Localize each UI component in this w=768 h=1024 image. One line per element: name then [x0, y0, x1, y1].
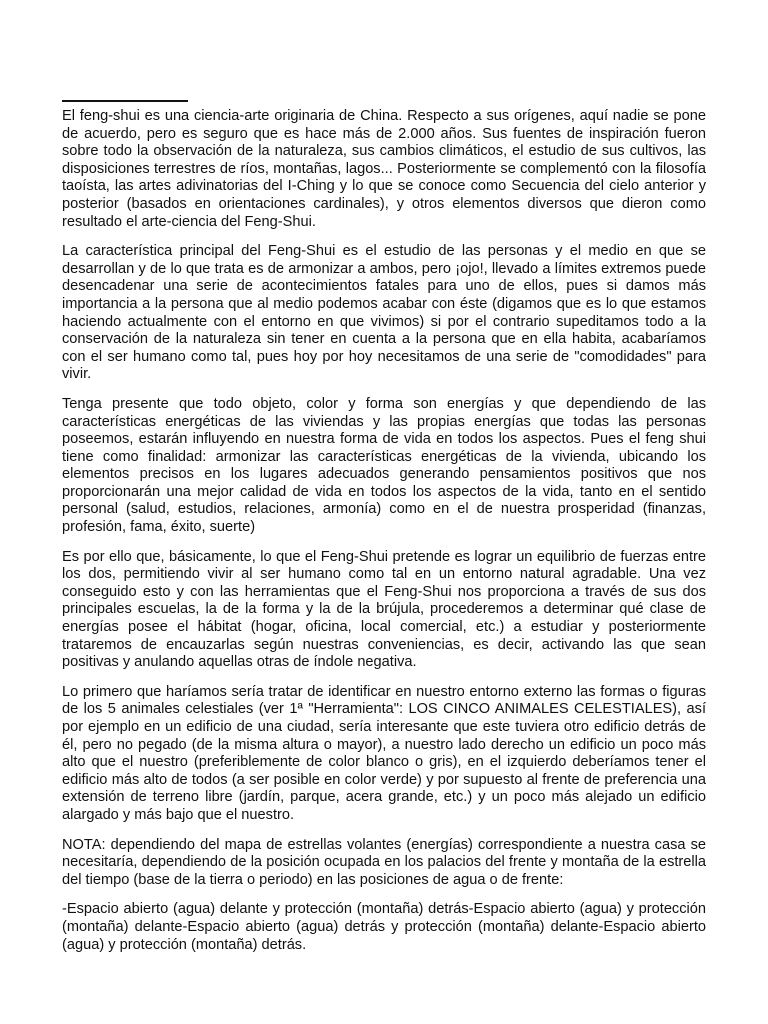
- paragraph-energies: Tenga presente que todo objeto, color y forma son energías y que dependiendo de las características energéticas de las viviendas y las propias energías que todas las personas poseemos, estarán influyendo en nuestra forma de vida en todos los aspectos. Pues el feng shui tiene como finalidad: armonizar las características energéticas de la vivienda, ubicando los elementos precisos en los lugares adecuados generando pensamientos positivos que nos proporcionarán una mejor calidad de vida en todos los aspectos de la vida, tanto en el sentido personal (salud, estudios, relaciones, armonía) como en el de nuestra prosperidad (finanzas, profesión, fama, éxito, suerte): [62, 395, 706, 536]
- footnote-rule: [62, 100, 188, 102]
- paragraph-space-list: -Espacio abierto (agua) delante y protección (montaña) detrás-Espacio abierto (agua) y protección (montaña) delante-Espacio abierto (agua) detrás y protección (montaña) delante-Espacio abierto (agua) y protección (montaña) detrás.: [62, 901, 706, 953]
- paragraph-celestial-animals: Lo primero que haríamos sería tratar de identificar en nuestro entorno externo las formas o figuras de los 5 animales celestiales (ver 1ª "Herramienta": LOS CINCO ANIMALES CELESTIALES), así por ejemplo en un edificio de una ciudad, sería interesante que este tuviera otro edificio detrás de él, pero no pegado (de la misma altura o mayor), a nuestro lado derecho un edificio un poco más alto que el nuestro (preferiblemente de color blanco o gris), en el izquierdo deberíamos tener el edificio más alto de todos (a ser posible en color verde) y por supuesto al frente de preferencia una extensión de terreno libre (jardín, parque, acera grande, etc.) y un poco más alejado un edificio alargado y más bajo que el nuestro.: [62, 683, 706, 823]
- paragraph-main-characteristic: La característica principal del Feng-Shui es el estudio de las personas y el medio en que se desarrollan y de lo que trata es de armonizar a ambos, pero ¡ojo!, llevado a límites extremos puede desencadenar una serie de acontecimientos fatales para uno de ellos, pues si damos más importancia a la persona que al medio podemos acabar con éste (digamos que es lo que estamos haciendo actualmente con el entorno en que vivimos) si por el contrario supeditamos todo a la conservación de la naturaleza sin tener en cuenta a la persona que en ella habita, acabaríamos con el ser humano como tal, pues hoy por hoy necesitamos de una serie de "comodidades" para vivir.: [62, 243, 706, 383]
- document-page: [62, 100, 706, 966]
- paragraph-balance: Es por ello que, básicamente, lo que el Feng-Shui pretende es lograr un equilibrio de fuerzas entre los dos, permitiendo vivir al ser humano como tal en un entorno natural agradable. Una vez conseguido esto y con las herramientas que el Feng-Shui nos proporciona a través de sus dos principales escuelas, la de la forma y la de la brújula, procederemos a determinar qué clase de energías posee el hábitat (hogar, oficina, local comercial, etc.) a estudiar y posteriormente trataremos de encauzarlas según nuestras conveniencias, es decir, activando las que sean positivas y anulando aquellas otras de índole negativa.: [62, 548, 706, 671]
- paragraph-intro: El feng-shui es una ciencia-arte originaria de China. Respecto a sus orígenes, aquí nadie se pone de acuerdo, pero es seguro que es hace más de 2.000 años. Sus fuentes de inspiración fueron sobre todo la observación de la naturaleza, sus cambios climáticos, el estudio de sus cultivos, las disposiciones terrestres de ríos, montañas, lagos... Posteriormente se complementó con la filosofía taoísta, las artes adivinatorias del I-Ching y lo que se conoce como Secuencia del cielo anterior y posterior (basados en orientaciones cardinales), y otros elementos diversos que dieron como resultado el arte-ciencia del Feng-Shui.: [62, 108, 706, 230]
- paragraph-note: NOTA: dependiendo del mapa de estrellas volantes (energías) correspondiente a nuestra casa se necesitaría, dependiendo de la posición ocupada en los palacios del frente y montaña de la estrella del tiempo (base de la tierra o periodo) en las posiciones de agua o de frente:: [62, 836, 706, 888]
